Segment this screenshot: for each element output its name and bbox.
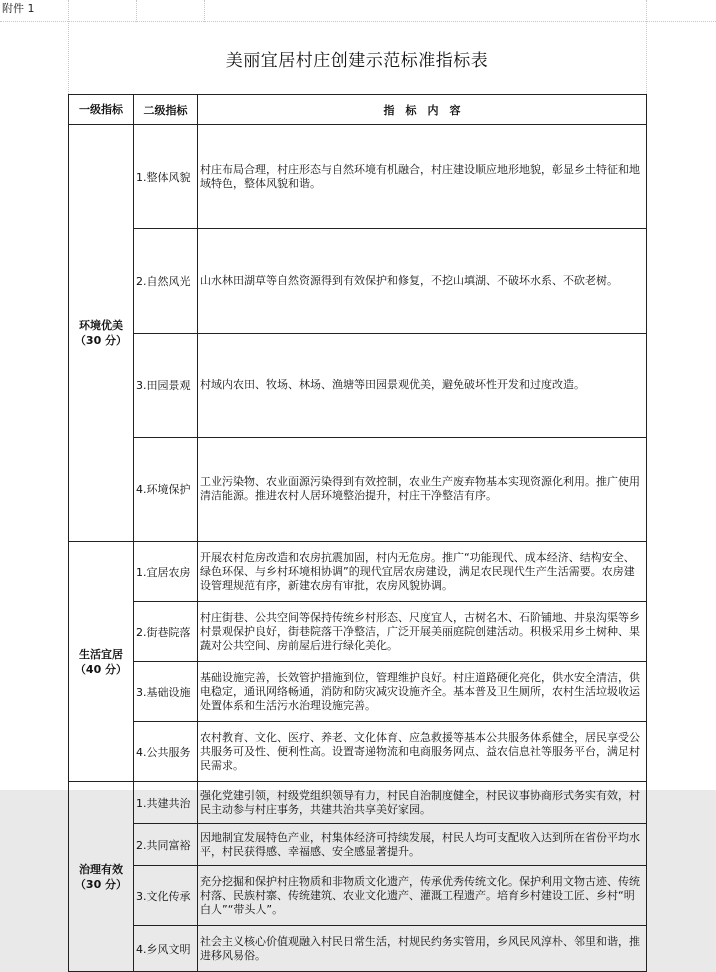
cell-gridline (204, 0, 205, 22)
subindicator-name: 2.自然风光 (134, 229, 198, 333)
table-row (69, 542, 647, 602)
table-row (69, 333, 647, 437)
category-score: （30 分） (74, 877, 128, 891)
indicator-content: 农村教育、文化、医疗、养老、文化体育、应急救援等基本公共服务体系健全，居民享受公共服务可及性、便利性高。设置寄递物流和电商服务网点、益农信息社等服务平台，满足村民需求。 (198, 722, 647, 782)
table-row (69, 662, 647, 722)
table-row (69, 866, 647, 926)
subindicator-name: 2.共同富裕 (134, 824, 198, 866)
cell-gridline (136, 0, 137, 22)
subindicator-name: 4.环境保护 (134, 437, 198, 541)
cell-gridline (0, 21, 716, 22)
indicator-content: 工业污染物、农业面源污染得到有效控制，农业生产废弃物基本实现资源化利用。推广使用清洁能源。推进农村人居环境整治提升，村庄干净整洁有序。 (198, 437, 647, 541)
indicator-table (68, 94, 647, 972)
indicator-content: 充分挖掘和保护村庄物质和非物质文化遗产，传承优秀传统文化。保护利用文物古迹、传统村落、民族村寨、传统建筑、农业文化遗产、灌溉工程遗产。培育乡村建设工匠、乡村“明白人”“带头人”。 (198, 866, 647, 926)
category-cell (69, 542, 134, 782)
indicator-content: 强化党建引领，村级党组织领导有力，村民自治制度健全，村民议事协商形式务实有效，村民主动参与村庄事务，共建共治共享美好家园。 (198, 782, 647, 824)
table-row (69, 229, 647, 333)
subindicator-name: 1.共建共治 (134, 782, 198, 824)
table-row (69, 926, 647, 972)
category-cell (69, 125, 134, 542)
subindicator-name: 3.文化传承 (134, 866, 198, 926)
page-title: 美丽宜居村庄创建示范标准指标表 (225, 51, 489, 71)
category-name: 生活宜居 (79, 647, 123, 661)
column-header-level2: 二级指标 (134, 95, 198, 125)
indicator-content: 开展农村危房改造和农房抗震加固，村内无危房。推广“功能现代、成本经济、结构安全、绿色环保、与乡村环境相协调”的现代宜居农房建设，满足农民现代生产生活需要。农房建设管理规范有序，新建农房有审批，农房风貌协调。 (198, 542, 647, 602)
cell-gridline (646, 0, 647, 94)
subindicator-name: 1.宜居农房 (134, 542, 198, 602)
column-header-level1: 一级指标 (69, 95, 134, 125)
indicator-content: 山水林田湖草等自然资源得到有效保护和修复，不挖山填湖、不破坏水系、不砍老树。 (198, 229, 647, 333)
subindicator-name: 2.街巷院落 (134, 602, 198, 662)
subindicator-name: 4.乡风文明 (134, 926, 198, 972)
attachment-label: 附件 1 (2, 2, 35, 15)
table-row (69, 437, 647, 541)
subindicator-name: 3.基础设施 (134, 662, 198, 722)
category-name: 环境优美 (79, 319, 123, 332)
subindicator-name: 1.整体风貌 (134, 125, 198, 229)
table-header-row (69, 95, 647, 125)
indicator-content: 村庄布局合理，村庄形态与自然环境有机融合，村庄建设顺应地形地貌，彰显乡土特征和地域特色，整体风貌和谐。 (198, 125, 647, 229)
subindicator-name: 4.公共服务 (134, 722, 198, 782)
table-row (69, 125, 647, 229)
table-row (69, 722, 647, 782)
table-row (69, 824, 647, 866)
category-score: （40 分） (74, 662, 128, 676)
table-row (69, 782, 647, 824)
indicator-content: 社会主义核心价值观融入村民日常生活，村规民约务实管用，乡风民风淳朴、邻里和谐，推进移风易俗。 (198, 926, 647, 972)
indicator-content: 村庄街巷、公共空间等保持传统乡村形态、尺度宜人，古树名木、石阶铺地、井泉沟渠等乡村景观保护良好，街巷院落干净整洁，广泛开展美丽庭院创建活动。积极采用乡土树种、果蔬对公共空间、房前屋后进行绿化美化。 (198, 602, 647, 662)
indicator-content: 村域内农田、牧场、林场、渔塘等田园景观优美，避免破坏性开发和过度改造。 (198, 333, 647, 437)
category-name: 治理有效 (79, 862, 123, 876)
indicator-content: 因地制宜发展特色产业，村集体经济可持续发展，村民人均可支配收入达到所在省份平均水平，村民获得感、幸福感、安全感显著提升。 (198, 824, 647, 866)
category-score: （30 分） (74, 334, 128, 347)
indicator-content: 基础设施完善，长效管护措施到位，管理维护良好。村庄道路硬化亮化，供水安全清洁，供电稳定，通讯网络畅通，消防和防灾减灾设施齐全。基本普及卫生厕所，农村生活垃圾收运处置体系和生活污水治理设施完善。 (198, 662, 647, 722)
table-row (69, 602, 647, 662)
column-header-content: 指 标 内 容 (198, 95, 647, 125)
subindicator-name: 3.田园景观 (134, 333, 198, 437)
category-cell (69, 782, 134, 972)
